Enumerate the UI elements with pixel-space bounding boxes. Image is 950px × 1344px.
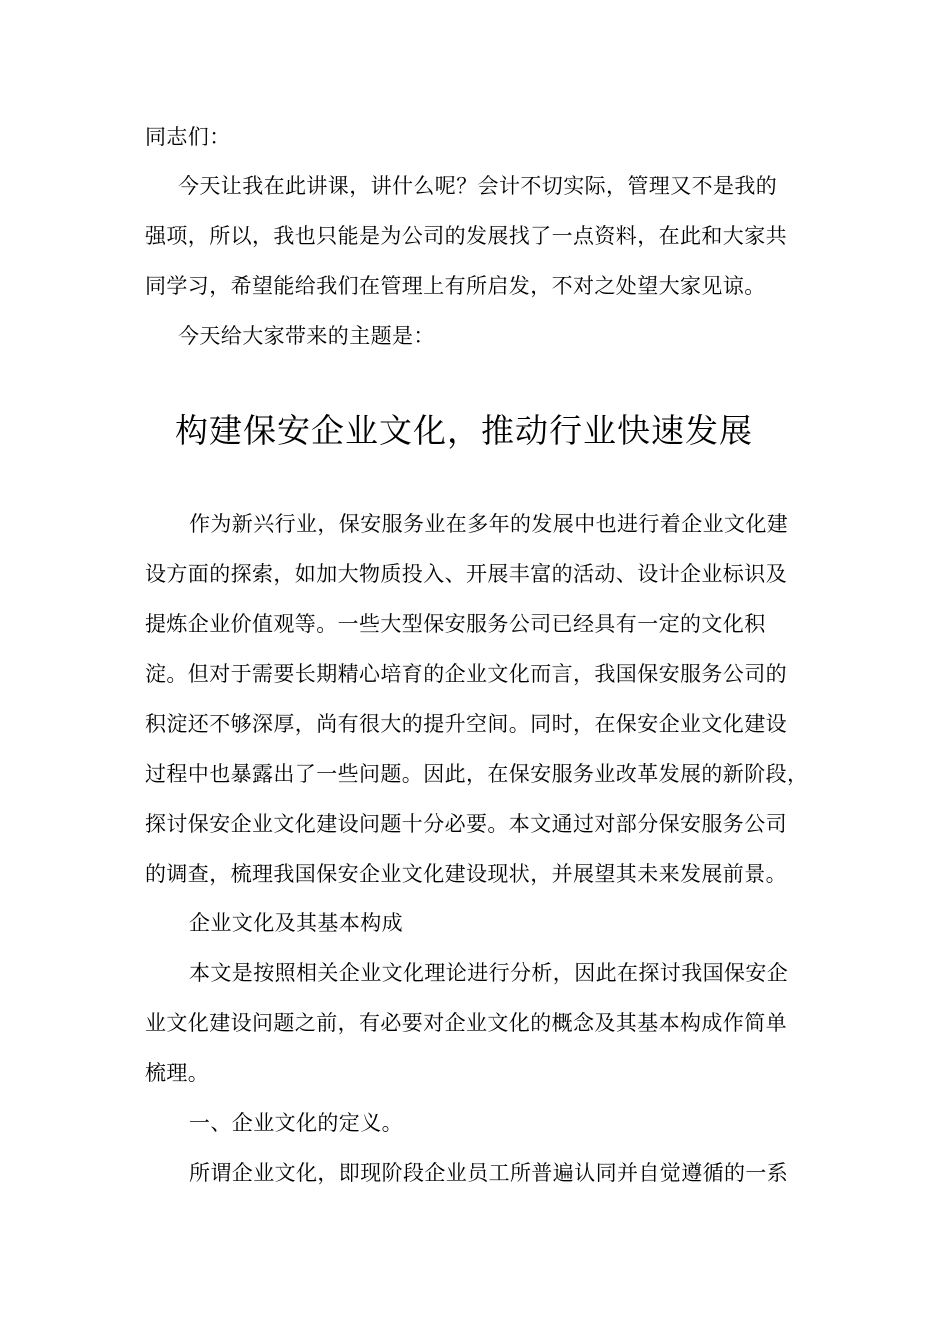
theme-intro: 今天给大家带来的主题是：: [178, 324, 435, 348]
para2-line-2: 业文化建设问题之前，有必要对企业文化的概念及其基本构成作简单: [145, 1011, 787, 1035]
para1-line-4: 淀。但对于需要长期精心培育的企业文化而言，我国保安服务公司的: [145, 662, 787, 686]
greeting: 同志们：: [145, 125, 231, 149]
para1-line-7: 探讨保安企业文化建设问题十分必要。本文通过对部分保安服务公司: [145, 812, 787, 836]
para1-line-6: 过程中也暴露出了一些问题。因此，在保安服务业改革发展的新阶段，: [145, 762, 809, 786]
document-title: 构建保安企业文化，推动行业快速发展: [175, 411, 753, 450]
para2-line-3: 梳理。: [145, 1061, 210, 1085]
para2-line-1: 本文是按照相关企业文化理论进行分析，因此在探讨我国保安企: [189, 961, 789, 985]
subheading-1: 一、企业文化的定义。: [189, 1111, 403, 1135]
para3-line-1: 所谓企业文化，即现阶段企业员工所普遍认同并自觉遵循的一系: [189, 1161, 789, 1185]
para1-line-2: 设方面的探索，如加大物质投入、开展丰富的活动、设计企业标识及: [145, 562, 787, 586]
para1-line-5: 积淀还不够深厚，尚有很大的提升空间。同时，在保安企业文化建设: [145, 712, 787, 736]
para1-line-1: 作为新兴行业，保安服务业在多年的发展中也进行着企业文化建: [189, 512, 789, 536]
section-heading: 企业文化及其基本构成: [189, 911, 403, 935]
intro-line-1: 今天让我在此讲课，讲什么呢？会计不切实际，管理又不是我的: [178, 174, 778, 198]
para1-line-3: 提炼企业价值观等。一些大型保安服务公司已经具有一定的文化积: [145, 612, 766, 636]
intro-line-2: 强项，所以，我也只能是为公司的发展找了一点资料，在此和大家共: [145, 224, 787, 248]
para1-line-8: 的调查，梳理我国保安企业文化建设现状，并展望其未来发展前景。: [145, 862, 787, 886]
intro-line-3: 同学习，希望能给我们在管理上有所启发，不对之处望大家见谅。: [145, 274, 766, 298]
